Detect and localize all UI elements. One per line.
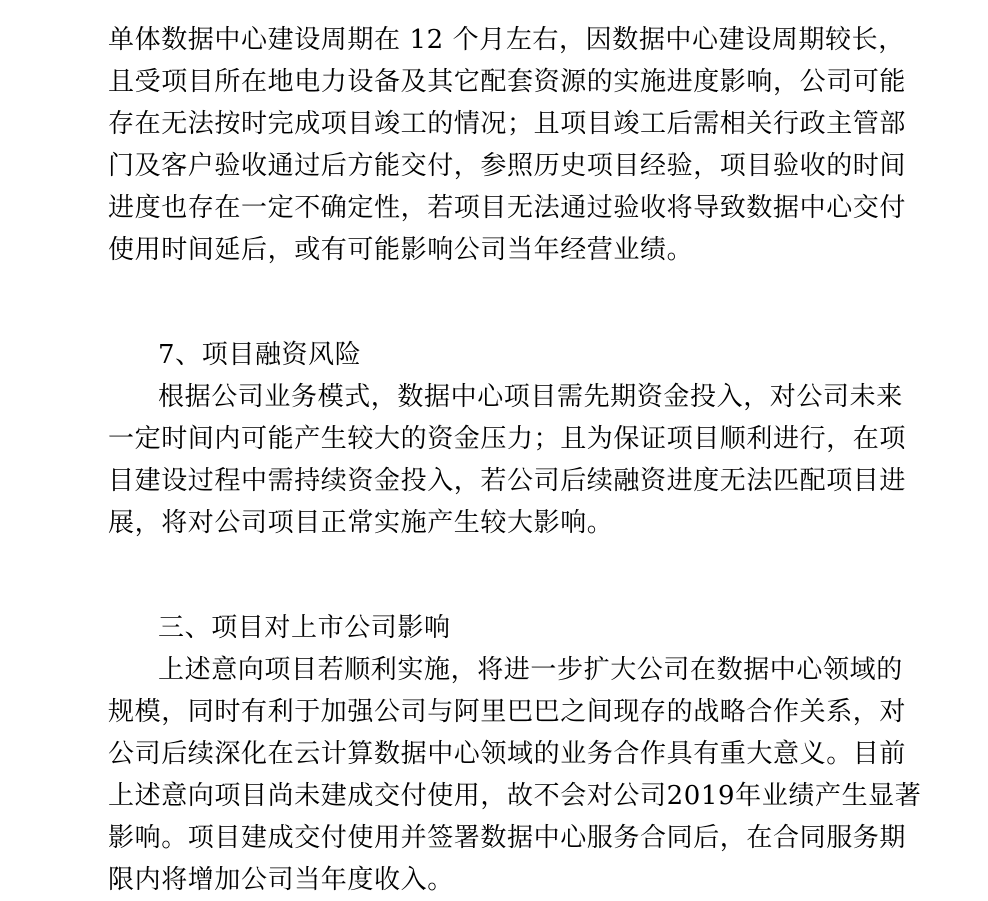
text-line: 进度也存在一定不确定性，若项目无法通过验收将导致数据中心交付 (108, 193, 907, 223)
text-line: 影响。项目建成交付使用并签署数据中心服务合同后，在合同服务期 (108, 823, 907, 853)
document-page (108, 19, 922, 901)
text-line: 单体数据中心建设周期在 12 个月左右，因数据中心建设周期较长， (108, 25, 905, 55)
text-line: 公司后续深化在云计算数据中心领域的业务合作具有重大意义。目前 (108, 739, 907, 769)
text-line: 使用时间延后，或有可能影响公司当年经营业绩。 (108, 235, 694, 265)
section-financing-risk (108, 334, 907, 544)
text-line: 上述意向项目尚未建成交付使用，故不会对公司2019年业绩产生显著 (108, 781, 922, 811)
text-line: 且受项目所在地电力设备及其它配套资源的实施进度影响，公司可能 (108, 67, 907, 97)
paragraph-spacer (108, 271, 883, 334)
text-line: 存在无法按时完成项目竣工的情况；且项目竣工后需相关行政主管部 (108, 109, 907, 139)
text-line: 一定时间内可能产生较大的资金压力；且为保证项目顺利进行，在项 (108, 424, 907, 454)
paragraph-spacer (108, 544, 883, 607)
text-line: 目建设过程中需持续资金投入，若公司后续融资进度无法匹配项目进 (108, 466, 907, 496)
text-line: 限内将增加公司当年度收入。 (108, 865, 454, 895)
text-line: 门及客户验收通过后方能交付，参照历史项目经验，项目验收的时间 (108, 151, 907, 181)
text-line: 上述意向项目若顺利实施，将进一步扩大公司在数据中心领域的 (158, 655, 903, 685)
section-listed-company-impact (108, 607, 922, 901)
section-heading: 7、项目融资风险 (158, 340, 362, 370)
text-line: 根据公司业务模式，数据中心项目需先期资金投入，对公司未来 (158, 382, 903, 412)
text-line: 展，将对公司项目正常实施产生较大影响。 (108, 508, 614, 538)
text-line: 规模，同时有利于加强公司与阿里巴巴之间现存的战略合作关系，对 (108, 697, 907, 727)
paragraph-construction-risk (108, 19, 907, 271)
section-heading: 三、项目对上市公司影响 (158, 613, 451, 643)
